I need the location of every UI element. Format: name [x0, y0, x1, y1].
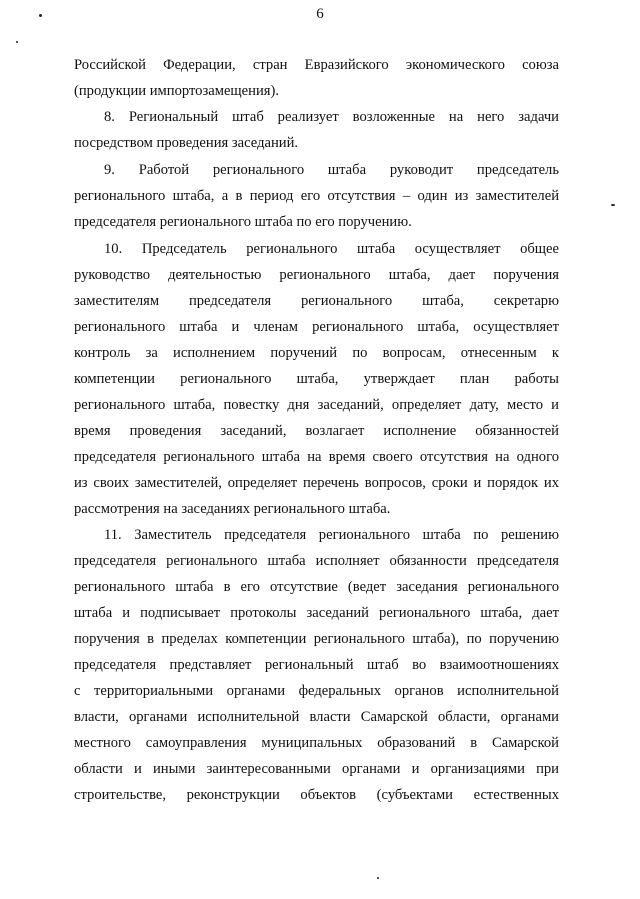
text-line: регионального штаба, а в период его отсутствия – один из заместителей	[74, 188, 559, 204]
paragraph-8-line: 8. Региональный штаб реализует возложенные на него задачи	[104, 109, 559, 125]
text-line: время проведения заседаний, возлагает исполнение обязанностей	[74, 423, 559, 439]
text-line: заместителям председателя регионального штаба, секретарю	[74, 293, 559, 309]
text-line: (продукции импортозамещения).	[74, 83, 279, 99]
text-line: контроль за исполнением поручений по вопросам, отнесенным к	[74, 345, 559, 361]
text-line: области и иными заинтересованными органами и организациями при	[74, 761, 559, 777]
text-line: Российской Федерации, стран Евразийского экономического союза	[74, 57, 559, 73]
text-line: регионального штаба, повестку дня заседаний, определяет дату, место и	[74, 397, 559, 413]
text-line: регионального штаба в его отсутствие (ведет заседания регионального	[74, 579, 559, 595]
scan-speck	[16, 41, 18, 43]
text-line: регионального штаба и членам регионального штаба, осуществляет	[74, 319, 559, 335]
text-line: председателя регионального штаба на время своего отсутствия на одного	[74, 449, 559, 465]
text-line: компетенции регионального штаба, утверждает план работы	[74, 371, 559, 387]
text-line: председателя представляет региональный штаб во взаимоотношениях	[74, 657, 559, 673]
text-line: руководство деятельностью регионального штаба, дает поручения	[74, 267, 559, 283]
text-line: посредством проведения заседаний.	[74, 135, 299, 151]
text-line: местного самоуправления муниципальных образований в Самарской	[74, 735, 559, 751]
scan-speck	[377, 877, 379, 879]
text-line: строительстве, реконструкции объектов (субъектами естественных	[74, 787, 559, 803]
text-line: председателя регионального штаба исполняет обязанности председателя	[74, 553, 559, 569]
paragraph-9-line: 9. Работой регионального штаба руководит председатель	[104, 162, 559, 178]
text-line: поручения в пределах компетенции регионального штаба), по поручению	[74, 631, 559, 647]
text-line: штаба и подписывает протоколы заседаний регионального штаба, дает	[74, 605, 559, 621]
text-line: власти, органами исполнительной власти Самарской области, органами	[74, 709, 559, 725]
paragraph-11-line: 11. Заместитель председателя регионального штаба по решению	[104, 527, 559, 543]
text-line: председателя регионального штаба по его поручению.	[74, 214, 412, 230]
text-line: из своих заместителей, определяет перечень вопросов, сроки и порядок их	[74, 475, 559, 491]
text-line: с территориальными органами федеральных органов исполнительной	[74, 683, 559, 699]
page-number: 6	[316, 6, 324, 22]
scan-speck	[39, 14, 42, 17]
text-line: рассмотрения на заседаниях регионального штаба.	[74, 501, 391, 517]
paragraph-10-line: 10. Председатель регионального штаба осуществляет общее	[104, 241, 559, 257]
scan-speck	[611, 204, 615, 206]
